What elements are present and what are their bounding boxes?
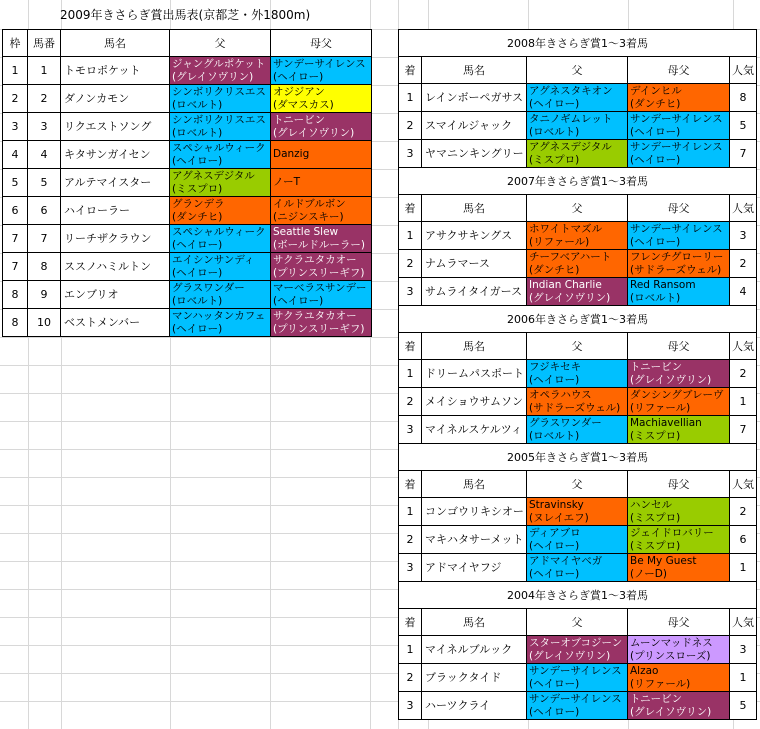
sire-cell-name: シンボリクリスエス [172,113,266,126]
dam-sire-cell-name: サンデーサイレンス [273,57,366,70]
popularity-cell: 5 [730,692,757,720]
horse-name-cell: サムライタイガース [422,278,527,306]
dam-sire-cell-name: フレンチグローリー [630,250,724,263]
past-results-body [399,30,757,720]
header-place: 着 [399,333,422,360]
sire-cell [527,636,628,664]
dam-sire-cell-line: (ヘイロー) [273,70,324,83]
table-row [399,222,757,250]
table-row [3,141,372,169]
popularity-cell: 3 [730,636,757,664]
sire-cell-name: エイシンサンディ [172,253,255,266]
table-row [399,498,757,526]
sire-cell [170,85,271,113]
horse-name-cell: スマイルジャック [422,112,527,140]
header-popularity: 人気 [730,333,757,360]
sire-cell [527,388,628,416]
header-popularity: 人気 [730,57,757,84]
header-sire: 父 [527,333,628,360]
horse-name-cell: マキハタサーメット [422,526,527,554]
dam-sire-cell [271,141,372,169]
dam-sire-cell [271,169,372,197]
waku-cell: 6 [3,197,28,225]
header-dam-sire: 母父 [628,609,730,636]
past-header-row [399,609,757,636]
table-row [3,85,372,113]
header-dam-sire: 母父 [628,195,730,222]
sire-cell-name: タニノギムレット [529,112,613,125]
horse-name-cell: ベストメンバー [61,309,170,337]
sire-cell [527,360,628,388]
dam-sire-cell-line: (ミスプロ) [630,539,681,552]
header-horse: 馬名 [422,333,527,360]
horse-name-cell: レインボーペガサス [422,84,527,112]
horse-name-cell: メイショウサムソン [422,388,527,416]
dam-sire-cell-name: サンデーサイレンス [630,112,723,125]
horse-name-cell: トモロポケット [61,57,170,85]
dam-sire-cell-line: (ヘイロー) [273,294,324,307]
header-dam-sire: 母父 [628,471,730,498]
horse-name-cell: コンゴウリキシオー [422,498,527,526]
section-title: 2006年きさらぎ賞1〜3着馬 [399,306,757,333]
dam-sire-cell-name: サクラユタカオー [273,253,357,266]
header-sire: 父 [527,195,628,222]
sire-cell-line: (ヘイロー) [529,705,580,718]
umaban-cell: 3 [28,113,61,141]
header-popularity: 人気 [730,195,757,222]
dam-sire-cell-line: (グレイソヴリン) [273,126,355,139]
sire-cell-name: フジキセキ [529,360,582,373]
waku-cell: 8 [3,309,28,337]
header-popularity: 人気 [730,471,757,498]
popularity-cell: 7 [730,140,757,168]
table-row [3,281,372,309]
sire-cell-name: シンボリクリスエス [172,85,266,98]
dam-sire-cell [628,664,730,692]
place-cell: 1 [399,360,422,388]
sire-cell [170,225,271,253]
past-header-row [399,333,757,360]
horse-name-cell: リーチザクラウン [61,225,170,253]
dam-sire-cell-name: Danzig [273,148,310,160]
dam-sire-cell [271,309,372,337]
dam-sire-cell-name: Red Ransom [630,278,696,291]
table-row [399,526,757,554]
popularity-cell: 5 [730,112,757,140]
place-cell: 3 [399,278,422,306]
header-horse: 馬名 [422,195,527,222]
dam-sire-cell-line: (プリンスリーギフ) [273,322,365,335]
popularity-cell: 1 [730,664,757,692]
horse-name-cell: ススノハミルトン [61,253,170,281]
table-row [3,57,372,85]
dam-sire-cell [271,57,372,85]
dam-sire-cell-name: マーベラスサンデー [273,281,367,294]
past-header-row [399,57,757,84]
horse-name-cell: ヤマニンキングリー [422,140,527,168]
dam-sire-cell-line: (ミスプロ) [630,429,681,442]
place-cell: 3 [399,416,422,444]
page-title: 2009年きさらぎ賞出馬表(京都芝・外1800m) [60,8,311,22]
header-dam-sire: 母父 [271,30,372,57]
header-place: 着 [399,609,422,636]
sire-cell-line: (ロベルト) [529,125,580,138]
section-title: 2005年きさらぎ賞1〜3着馬 [399,444,757,471]
table-row [399,692,757,720]
sire-cell [527,692,628,720]
horse-name-cell: ブラックタイド [422,664,527,692]
section-title-row [399,306,757,333]
horse-name-cell: ハーツクライ [422,692,527,720]
popularity-cell: 3 [730,222,757,250]
table-row [399,416,757,444]
sire-cell-line: (ロベルト) [172,126,223,139]
place-cell: 3 [399,692,422,720]
umaban-cell: 5 [28,169,61,197]
sire-cell-name: グランデラ [172,197,225,210]
place-cell: 2 [399,526,422,554]
dam-sire-cell-line: (ダンチヒ) [630,97,681,110]
place-cell: 2 [399,112,422,140]
sire-cell [170,169,271,197]
header-sire: 父 [170,30,271,57]
dam-sire-cell-line: (リファール) [630,677,691,690]
dam-sire-cell-line: (ボールドルーラー) [273,238,365,251]
section-title-row [399,444,757,471]
dam-sire-cell-line: (ヘイロー) [630,153,681,166]
waku-cell: 4 [3,141,28,169]
umaban-cell: 9 [28,281,61,309]
dam-sire-cell-name: サクラユタカオー [273,309,357,322]
header-place: 着 [399,471,422,498]
dam-sire-cell [271,281,372,309]
sire-cell-line: (ダンチヒ) [172,210,223,223]
sire-cell-line: (ヘイロー) [529,567,580,580]
table-row [3,309,372,337]
dam-sire-cell [271,85,372,113]
dam-sire-cell [628,84,730,112]
place-cell: 2 [399,664,422,692]
umaban-cell: 4 [28,141,61,169]
table-row [3,169,372,197]
dam-sire-cell [271,253,372,281]
sire-cell [527,250,628,278]
dam-sire-cell-name: サンデーサイレンス [630,140,723,153]
dam-sire-cell-name: Alzao [630,664,659,677]
dam-sire-cell-name: ムーンマッドネス [630,636,713,649]
sire-cell-name: ディアブロ [529,526,581,539]
section-title-row [399,30,757,57]
waku-cell: 7 [3,253,28,281]
dam-sire-cell [628,112,730,140]
place-cell: 1 [399,84,422,112]
dam-sire-cell-name: ノーT [273,176,301,188]
header-waku: 枠 [3,30,28,57]
sire-cell-line: (ダンチヒ) [529,263,580,276]
horse-name-cell: キタサンガイセン [61,141,170,169]
sire-cell [527,278,628,306]
dam-sire-cell-name: オジジアン [273,85,325,98]
section-title-row [399,582,757,609]
entry-table-body [3,30,372,337]
dam-sire-cell-line: (サドラーズウェル) [630,263,722,276]
place-cell: 1 [399,498,422,526]
dam-sire-cell [628,388,730,416]
sire-cell-line: (グレイソヴリン) [529,649,611,662]
umaban-cell: 7 [28,225,61,253]
dam-sire-cell-name: デインヒル [630,84,682,97]
place-cell: 3 [399,140,422,168]
dam-sire-cell [271,113,372,141]
sire-cell-name: Stravinsky [529,498,584,511]
header-horse: 馬名 [422,471,527,498]
horse-name-cell: ナムラマース [422,250,527,278]
horse-name-cell: アドマイヤフジ [422,554,527,582]
horse-name-cell: ドリームパスポート [422,360,527,388]
dam-sire-cell-line: (プリンスリーギフ) [273,266,365,279]
sire-cell-line: (ヘイロー) [529,97,580,110]
sire-cell [170,309,271,337]
horse-name-cell: ダノンカモン [61,85,170,113]
table-row [399,140,757,168]
dam-sire-cell-name: Seattle Slew [273,225,339,238]
umaban-cell: 6 [28,197,61,225]
dam-sire-cell [628,692,730,720]
place-cell: 1 [399,636,422,664]
dam-sire-cell-line: (プリンスローズ) [630,649,711,662]
dam-sire-cell [628,222,730,250]
header-sire: 父 [527,609,628,636]
sire-cell-line: (ヘイロー) [529,677,580,690]
dam-sire-cell-line: (グレイソヴリン) [630,705,712,718]
dam-sire-cell-line: (グレイソヴリン) [630,373,712,386]
popularity-cell: 2 [730,250,757,278]
sire-cell [527,84,628,112]
sire-cell-name: アグネスデジタル [529,140,612,153]
sire-cell-line: (ヌレイエフ) [529,511,589,524]
dam-sire-cell [628,250,730,278]
popularity-cell: 2 [730,498,757,526]
sire-cell [170,253,271,281]
table-row [3,197,372,225]
sire-cell [527,664,628,692]
header-horse: 馬名 [422,609,527,636]
dam-sire-cell [628,554,730,582]
dam-sire-cell-line: (リファール) [630,401,691,414]
umaban-cell: 2 [28,85,61,113]
sire-cell-line: (ヘイロー) [172,154,223,167]
table-row [399,360,757,388]
dam-sire-cell-name: トニービン [630,692,683,705]
sire-cell [527,222,628,250]
sire-cell-line: (ロベルト) [529,429,580,442]
sire-cell [170,113,271,141]
dam-sire-cell [271,197,372,225]
dam-sire-cell [628,636,730,664]
dam-sire-cell-line: (ヘイロー) [630,125,681,138]
sire-cell-line: (グレイソヴリン) [172,70,254,83]
umaban-cell: 10 [28,309,61,337]
place-cell: 1 [399,222,422,250]
horse-name-cell: ハイローラー [61,197,170,225]
sire-cell-name: Indian Charlie [529,278,602,291]
horse-name-cell: マイネルスケルツィ [422,416,527,444]
dam-sire-cell-name: ハンセル [630,498,672,511]
sire-cell-line: (ロベルト) [172,294,223,307]
place-cell: 2 [399,388,422,416]
sire-cell-line: (ヘイロー) [172,266,223,279]
waku-cell: 3 [3,113,28,141]
sire-cell-name: マンハッタンカフェ [172,309,266,322]
dam-sire-cell-name: サンデーサイレンス [630,222,723,235]
table-row [3,113,372,141]
dam-sire-cell [628,498,730,526]
sire-cell-name: オペラハウス [529,388,592,401]
sire-cell-name: サンデーサイレンス [529,692,622,705]
sire-cell-name: チーフベアハート [529,250,612,263]
past-header-row [399,471,757,498]
section-title: 2007年きさらぎ賞1〜3着馬 [399,168,757,195]
section-title: 2008年きさらぎ賞1〜3着馬 [399,30,757,57]
header-sire: 父 [527,471,628,498]
table-row [3,225,372,253]
umaban-cell: 8 [28,253,61,281]
sire-cell-name: アグネスデジタル [172,169,255,182]
sire-cell [170,197,271,225]
place-cell: 3 [399,554,422,582]
table-row [3,253,372,281]
popularity-cell: 1 [730,554,757,582]
sire-cell-name: ジャングルポケット [172,57,266,70]
dam-sire-cell [628,526,730,554]
sire-cell [527,554,628,582]
sire-cell [170,281,271,309]
header-place: 着 [399,57,422,84]
dam-sire-cell-name: Machiavellian [630,416,702,429]
table-row [399,250,757,278]
sire-cell-line: (ロベルト) [172,98,223,111]
sire-cell-name: アドマイヤベガ [529,554,603,567]
dam-sire-cell-line: (ノーD) [630,567,667,580]
table-row [399,636,757,664]
table-row [399,278,757,306]
sire-cell-line: (ヘイロー) [172,238,223,251]
sire-cell-name: ホワイトマズル [529,222,603,235]
header-popularity: 人気 [730,609,757,636]
sire-cell-name: アグネスタキオン [529,84,613,97]
past-results-table [398,29,757,720]
past-header-row [399,195,757,222]
table-row [399,112,757,140]
horse-name-cell: リクエストソング [61,113,170,141]
popularity-cell: 6 [730,526,757,554]
sire-cell-name: サンデーサイレンス [529,664,622,677]
waku-cell: 8 [3,281,28,309]
table-row [399,84,757,112]
sire-cell [527,416,628,444]
dam-sire-cell-line: (ダマスカス) [273,98,334,111]
sire-cell-name: スターオブコジーン [529,636,623,649]
entry-table [2,29,372,337]
sire-cell [170,57,271,85]
sire-cell-line: (サドラーズウェル) [529,401,621,414]
horse-name-cell: アルテマイスター [61,169,170,197]
sire-cell-line: (リファール) [529,235,590,248]
sire-cell-name: スペシャルウィーク [172,141,266,154]
waku-cell: 1 [3,57,28,85]
entry-header-row [3,30,372,57]
dam-sire-cell-name: トニービン [630,360,683,373]
sire-cell-name: スペシャルウィーク [172,225,266,238]
waku-cell: 2 [3,85,28,113]
sire-cell [527,526,628,554]
dam-sire-cell-name: トニービン [273,113,326,126]
waku-cell: 7 [3,225,28,253]
table-row [399,554,757,582]
umaban-cell: 1 [28,57,61,85]
sire-cell [527,112,628,140]
sire-cell [527,498,628,526]
sire-cell-line: (ヘイロー) [172,322,223,335]
sire-cell-line: (ヘイロー) [529,373,580,386]
popularity-cell: 8 [730,84,757,112]
header-horse: 馬名 [422,57,527,84]
dam-sire-cell [628,278,730,306]
section-title: 2004年きさらぎ賞1〜3着馬 [399,582,757,609]
sire-cell-line: (グレイソヴリン) [529,291,611,304]
dam-sire-cell-name: ジェイドロバリー [630,526,714,539]
dam-sire-cell-line: (ロベルト) [630,291,681,304]
dam-sire-cell [628,140,730,168]
header-sire: 父 [527,57,628,84]
sire-cell-name: グラスワンダー [172,281,245,294]
table-row [399,388,757,416]
header-place: 着 [399,195,422,222]
dam-sire-cell-line: (ヘイロー) [630,235,681,248]
sire-cell-line: (ミスプロ) [529,153,580,166]
dam-sire-cell-line: (ニジンスキー) [273,210,344,223]
dam-sire-cell [271,225,372,253]
popularity-cell: 1 [730,388,757,416]
dam-sire-cell-name: イルドブルボン [273,197,346,210]
dam-sire-cell-line: (ミスプロ) [630,511,681,524]
popularity-cell: 4 [730,278,757,306]
place-cell: 2 [399,250,422,278]
dam-sire-cell [628,360,730,388]
dam-sire-cell [628,416,730,444]
sire-cell-name: グラスワンダー [529,416,602,429]
horse-name-cell: エンブリオ [61,281,170,309]
popularity-cell: 2 [730,360,757,388]
section-title-row [399,168,757,195]
horse-name-cell: マイネルブルック [422,636,527,664]
sire-cell-line: (ミスプロ) [172,182,223,195]
sire-cell [527,140,628,168]
header-horse: 馬名 [61,30,170,57]
waku-cell: 5 [3,169,28,197]
header-dam-sire: 母父 [628,57,730,84]
sire-cell [170,141,271,169]
dam-sire-cell-name: ダンシングブレーヴ [630,388,724,401]
popularity-cell: 7 [730,416,757,444]
horse-name-cell: アサクサキングス [422,222,527,250]
table-row [399,664,757,692]
header-dam-sire: 母父 [628,333,730,360]
dam-sire-cell-name: Be My Guest [630,554,697,567]
sire-cell-line: (ヘイロー) [529,539,580,552]
header-umaban: 馬番 [28,30,61,57]
